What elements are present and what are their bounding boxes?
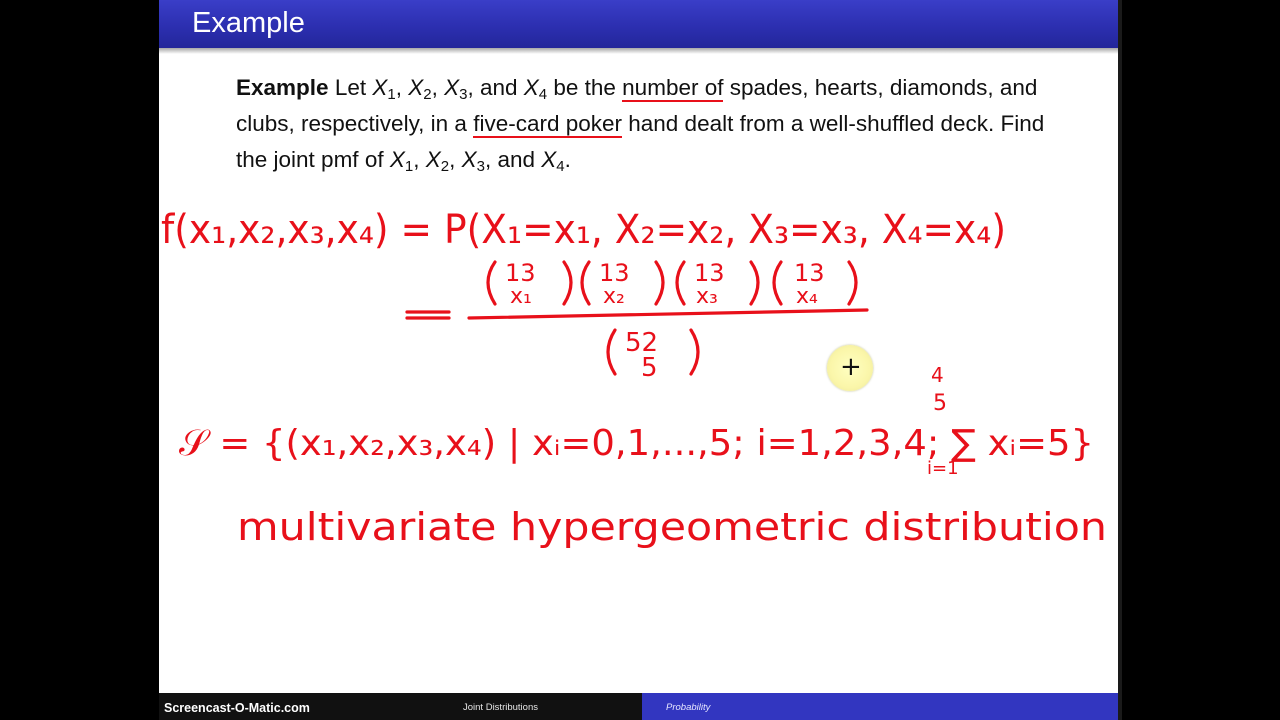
svg-text:x₄: x₄: [796, 284, 818, 309]
problem-statement: Example Let $X_1$, $X_2$, $X_3$, and $X_4$ be the number of spades, hearts, diamonds, and clubs, respectively, in a five-card poker hand dealt from a well-shuffled deck. Find the joint pmf of $X_1$, $X_2$, $X_3$, and $X_4$.: [236, 75, 1045, 175]
mouse-cursor-highlight: [827, 345, 873, 391]
underline-number-of: number of: [622, 75, 724, 100]
footer-bar: [159, 693, 1118, 720]
slide-title: Example: [192, 7, 305, 39]
handwriting-line1: f(x₁,x₂,x₃,x₄) = P(X₁=x₁, X₂=x₂, X₃=x₃, X₄=x₄): [161, 207, 1006, 253]
svg-text:13: 13: [794, 259, 825, 287]
example-label: Example: [236, 75, 329, 100]
handwriting-distribution-name: multivariate hypergeometric distribution: [237, 505, 1107, 549]
underline-five-card-poker: five-card poker: [473, 111, 622, 136]
sum-lower-limit: i=1: [927, 458, 959, 479]
svg-text:13: 13: [694, 259, 725, 287]
handwriting-fraction: [407, 259, 867, 383]
footer-brand: Screencast-O-Matic.com: [164, 701, 310, 715]
svg-text:x₂: x₂: [603, 284, 625, 309]
crosshair-icon: +: [840, 352, 862, 382]
sum-upper-limit: 4: [931, 363, 944, 387]
slide: [159, 0, 1118, 720]
sum-upper-scribble: 5: [933, 391, 947, 416]
handwriting-support-set: 𝒮 = {(x₁,x₂,x₃,x₄) | xᵢ=0,1,...,5; i=1,2,3,4; ∑ xᵢ=5}: [179, 423, 1094, 464]
svg-text:13: 13: [599, 259, 630, 287]
footer-course: Probability: [642, 693, 1118, 720]
svg-text:x₁: x₁: [510, 284, 532, 309]
svg-text:5: 5: [641, 353, 658, 383]
svg-text:52: 52: [625, 328, 659, 358]
frame-edge: [1118, 0, 1122, 720]
svg-text:13: 13: [505, 259, 536, 287]
footer-section: Joint Distributions: [359, 693, 642, 720]
svg-text:x₃: x₃: [696, 284, 718, 309]
handwritten-annotations: [159, 0, 1118, 720]
